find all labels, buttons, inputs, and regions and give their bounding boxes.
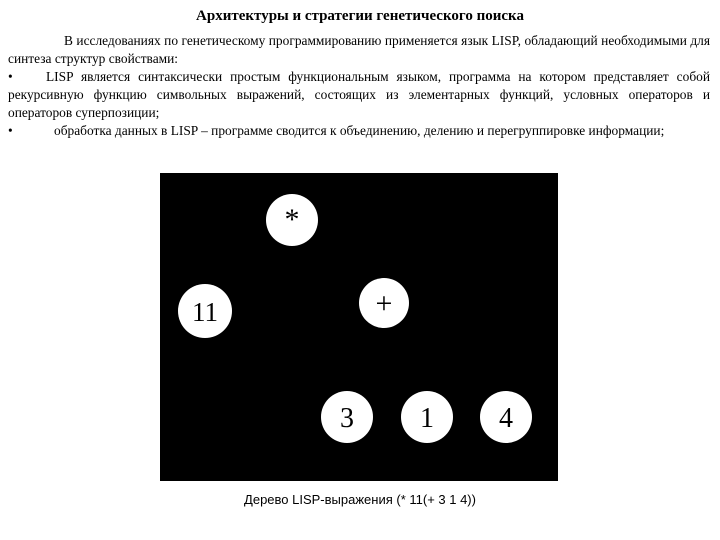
node-label-plus: +: [375, 287, 393, 320]
node-label-one: 1: [420, 403, 434, 434]
node-label-eleven: 11: [192, 297, 218, 327]
tree-node-eleven: [178, 284, 232, 338]
tree-node-three: [321, 391, 373, 443]
bullet-marker: •: [8, 123, 13, 138]
bullet-marker: •: [8, 69, 13, 84]
bullet-text-1: LISP является синтаксически простым функциональным языком, программа на котором представляет собой рекурсивную функцию символьных выражений, состоящих из элементарных функций, условных операторов и операторов суперпозиции;: [8, 69, 710, 120]
node-label-root: *: [284, 203, 300, 236]
bullet-item-1: [8, 68, 710, 122]
intro-paragraph: В исследованиях по генетическому программированию применяется язык LISP, обладающий необходимыми для синтеза структур свойствами:: [8, 33, 710, 66]
bullet-item-2: [8, 122, 710, 140]
figure-caption: Дерево LISP-выражения (* 11(+ 3 1 4)): [244, 492, 476, 507]
page-title: Архитектуры и стратегии генетического поиска: [196, 8, 524, 24]
node-label-three: 3: [340, 403, 354, 434]
tree-node-one: [401, 391, 453, 443]
lisp-tree-figure: [160, 173, 558, 481]
tree-node-plus: [359, 278, 409, 328]
tree-node-four: [480, 391, 532, 443]
node-label-four: 4: [499, 403, 513, 434]
tree-node-root: [266, 194, 318, 246]
bullet-text-2: обработка данных в LISP – программе сводится к объединению, делению и перегруппировке информации;: [54, 123, 665, 138]
document-body: [8, 32, 710, 140]
lisp-tree-diagram: [160, 173, 558, 481]
